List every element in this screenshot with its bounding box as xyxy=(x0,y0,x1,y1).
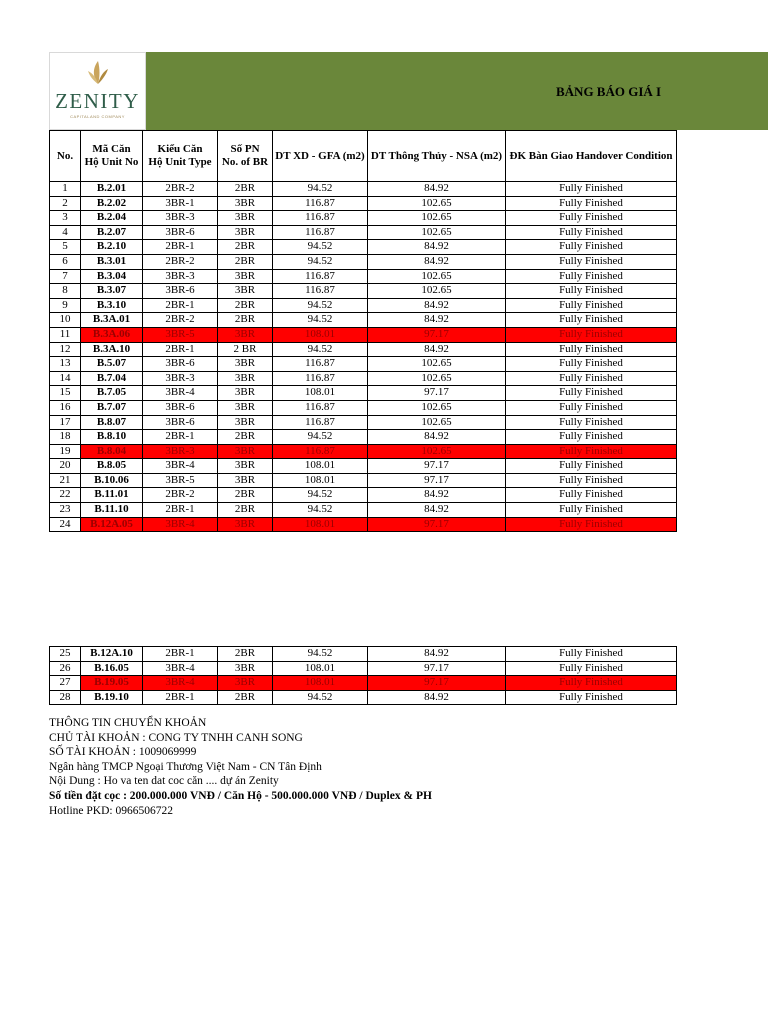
table-row xyxy=(50,240,677,255)
unit-type: 2BR-2 xyxy=(143,182,218,197)
bedroom-count: 3BR xyxy=(218,196,273,211)
unit-code: B.8.05 xyxy=(81,459,143,474)
nsa-area: 102.65 xyxy=(368,415,506,430)
handover-condition: Fully Finished xyxy=(506,647,677,662)
unit-type: 3BR-6 xyxy=(143,357,218,372)
gfa-area: 94.52 xyxy=(273,647,368,662)
unit-type: 3BR-4 xyxy=(143,676,218,691)
leaf-icon xyxy=(87,59,109,85)
row-no: 26 xyxy=(50,661,81,676)
unit-type: 3BR-4 xyxy=(143,459,218,474)
gfa-area: 116.87 xyxy=(273,357,368,372)
bedroom-count: 3BR xyxy=(218,517,273,532)
handover-condition: Fully Finished xyxy=(506,357,677,372)
table-row xyxy=(50,298,677,313)
handover-condition: Fully Finished xyxy=(506,182,677,197)
transfer-content: Nội Dung : Ho va ten dat coc căn .... dự án Zenity xyxy=(49,775,279,788)
nsa-area: 84.92 xyxy=(368,690,506,705)
bedroom-count: 2BR xyxy=(218,240,273,255)
handover-condition: Fully Finished xyxy=(506,284,677,299)
transfer-heading: THÔNG TIN CHUYỂN KHOẢN xyxy=(49,717,207,729)
gfa-area: 108.01 xyxy=(273,459,368,474)
col-type-header xyxy=(143,131,218,182)
nsa-area: 102.65 xyxy=(368,284,506,299)
handover-condition: Fully Finished xyxy=(506,254,677,269)
row-no: 11 xyxy=(50,327,81,342)
nsa-area: 97.17 xyxy=(368,386,506,401)
handover-condition: Fully Finished xyxy=(506,676,677,691)
nsa-area: 84.92 xyxy=(368,182,506,197)
table-row xyxy=(50,211,677,226)
unit-code: B.2.10 xyxy=(81,240,143,255)
row-no: 27 xyxy=(50,676,81,691)
deposit-amount: Số tiền đặt cọc : 200.000.000 VNĐ / Căn Hộ - 500.000.000 VNĐ / Duplex & PH xyxy=(49,789,432,802)
handover-condition: Fully Finished xyxy=(506,430,677,445)
unit-code: B.8.04 xyxy=(81,444,143,459)
handover-condition: Fully Finished xyxy=(506,386,677,401)
table-row xyxy=(50,444,677,459)
gfa-area: 94.52 xyxy=(273,240,368,255)
row-no: 2 xyxy=(50,196,81,211)
bedroom-count: 3BR xyxy=(218,225,273,240)
nsa-area: 97.17 xyxy=(368,459,506,474)
bedroom-count: 2 BR xyxy=(218,342,273,357)
nsa-area: 84.92 xyxy=(368,240,506,255)
nsa-area: 84.92 xyxy=(368,313,506,328)
nsa-area: 97.17 xyxy=(368,327,506,342)
gfa-area: 108.01 xyxy=(273,517,368,532)
unit-code: B.3.04 xyxy=(81,269,143,284)
handover-condition: Fully Finished xyxy=(506,415,677,430)
row-no: 14 xyxy=(50,371,81,386)
account-owner: CHỦ TÀI KHOẢN : CONG TY TNHH CANH SONG xyxy=(49,731,303,744)
gfa-area: 108.01 xyxy=(273,327,368,342)
bedroom-count: 3BR xyxy=(218,371,273,386)
handover-condition: Fully Finished xyxy=(506,400,677,415)
price-table-continued xyxy=(49,646,677,705)
unit-type: 3BR-3 xyxy=(143,211,218,226)
gfa-area: 116.87 xyxy=(273,284,368,299)
unit-type: 2BR-2 xyxy=(143,254,218,269)
unit-code: B.2.07 xyxy=(81,225,143,240)
table-row xyxy=(50,400,677,415)
unit-type: 3BR-3 xyxy=(143,269,218,284)
col-type-header-line1: Kiểu Căn xyxy=(157,143,203,155)
unit-type: 2BR-2 xyxy=(143,313,218,328)
table-row xyxy=(50,225,677,240)
gfa-area: 116.87 xyxy=(273,415,368,430)
row-no: 3 xyxy=(50,211,81,226)
table-row xyxy=(50,503,677,518)
unit-type: 3BR-1 xyxy=(143,196,218,211)
gfa-area: 116.87 xyxy=(273,400,368,415)
unit-code: B.3.07 xyxy=(81,284,143,299)
table-row xyxy=(50,676,677,691)
nsa-area: 84.92 xyxy=(368,298,506,313)
table-row xyxy=(50,327,677,342)
bedroom-count: 3BR xyxy=(218,327,273,342)
handover-condition: Fully Finished xyxy=(506,444,677,459)
nsa-area: 102.65 xyxy=(368,196,506,211)
row-no: 15 xyxy=(50,386,81,401)
transfer-info xyxy=(49,716,432,818)
bedroom-count: 2BR xyxy=(218,254,273,269)
bedroom-count: 3BR xyxy=(218,211,273,226)
gfa-area: 116.87 xyxy=(273,225,368,240)
gfa-area: 116.87 xyxy=(273,371,368,386)
row-no: 21 xyxy=(50,473,81,488)
unit-type: 3BR-6 xyxy=(143,415,218,430)
unit-type: 2BR-1 xyxy=(143,240,218,255)
unit-code: B.12A.05 xyxy=(81,517,143,532)
row-no: 22 xyxy=(50,488,81,503)
table-row xyxy=(50,342,677,357)
row-no: 1 xyxy=(50,182,81,197)
table-row xyxy=(50,473,677,488)
unit-type: 3BR-3 xyxy=(143,371,218,386)
row-no: 12 xyxy=(50,342,81,357)
col-unit-header-line2: Hộ Unit No xyxy=(84,156,139,168)
handover-condition: Fully Finished xyxy=(506,240,677,255)
table-row xyxy=(50,459,677,474)
row-no: 28 xyxy=(50,690,81,705)
unit-type: 3BR-6 xyxy=(143,225,218,240)
bedroom-count: 3BR xyxy=(218,676,273,691)
nsa-area: 102.65 xyxy=(368,371,506,386)
handover-condition: Fully Finished xyxy=(506,473,677,488)
bedroom-count: 3BR xyxy=(218,269,273,284)
table-row xyxy=(50,661,677,676)
table-row xyxy=(50,517,677,532)
sheet-title: BẢNG BÁO GIÁ I xyxy=(556,84,662,99)
zenity-logo xyxy=(49,52,146,130)
gfa-area: 116.87 xyxy=(273,196,368,211)
gfa-area: 116.87 xyxy=(273,211,368,226)
gfa-area: 116.87 xyxy=(273,269,368,284)
row-no: 10 xyxy=(50,313,81,328)
row-no: 7 xyxy=(50,269,81,284)
gfa-area: 108.01 xyxy=(273,661,368,676)
gfa-area: 108.01 xyxy=(273,386,368,401)
unit-type: 2BR-1 xyxy=(143,690,218,705)
nsa-area: 97.17 xyxy=(368,661,506,676)
row-no: 18 xyxy=(50,430,81,445)
handover-condition: Fully Finished xyxy=(506,371,677,386)
unit-code: B.12A.10 xyxy=(81,647,143,662)
unit-type: 2BR-1 xyxy=(143,430,218,445)
handover-condition: Fully Finished xyxy=(506,342,677,357)
unit-type: 2BR-2 xyxy=(143,488,218,503)
unit-code: B.2.01 xyxy=(81,182,143,197)
nsa-area: 102.65 xyxy=(368,444,506,459)
unit-code: B.2.04 xyxy=(81,211,143,226)
gfa-area: 94.52 xyxy=(273,313,368,328)
row-no: 17 xyxy=(50,415,81,430)
table-row xyxy=(50,196,677,211)
table-row xyxy=(50,313,677,328)
unit-type: 3BR-6 xyxy=(143,284,218,299)
hotline: Hotline PKD: 0966506722 xyxy=(49,804,173,817)
row-no: 19 xyxy=(50,444,81,459)
bedroom-count: 2BR xyxy=(218,430,273,445)
bedroom-count: 3BR xyxy=(218,284,273,299)
row-no: 23 xyxy=(50,503,81,518)
gfa-area: 108.01 xyxy=(273,473,368,488)
table-row xyxy=(50,386,677,401)
table-header xyxy=(50,131,677,182)
unit-type: 2BR-1 xyxy=(143,647,218,662)
unit-code: B.7.05 xyxy=(81,386,143,401)
unit-code: B.11.01 xyxy=(81,488,143,503)
handover-condition: Fully Finished xyxy=(506,298,677,313)
table-row xyxy=(50,357,677,372)
handover-condition: Fully Finished xyxy=(506,459,677,474)
unit-code: B.3A.01 xyxy=(81,313,143,328)
table-row xyxy=(50,371,677,386)
col-br-header-line2: No. of BR xyxy=(221,156,269,168)
col-cond-header: ĐK Bàn Giao Handover Condition xyxy=(506,131,677,182)
col-gfa-header: DT XD - GFA (m2) xyxy=(273,131,368,182)
unit-code: B.3.01 xyxy=(81,254,143,269)
col-no-header: No. xyxy=(50,131,81,182)
handover-condition: Fully Finished xyxy=(506,661,677,676)
unit-code: B.11.10 xyxy=(81,503,143,518)
unit-type: 3BR-5 xyxy=(143,473,218,488)
brand-name: ZENITY xyxy=(55,89,140,113)
handover-condition: Fully Finished xyxy=(506,269,677,284)
gfa-area: 94.52 xyxy=(273,298,368,313)
bedroom-count: 3BR xyxy=(218,459,273,474)
nsa-area: 97.17 xyxy=(368,517,506,532)
nsa-area: 102.65 xyxy=(368,400,506,415)
bedroom-count: 2BR xyxy=(218,690,273,705)
unit-type: 3BR-4 xyxy=(143,386,218,401)
col-unit-header xyxy=(81,131,143,182)
row-no: 13 xyxy=(50,357,81,372)
gfa-area: 94.52 xyxy=(273,182,368,197)
row-no: 9 xyxy=(50,298,81,313)
unit-type: 2BR-1 xyxy=(143,298,218,313)
gfa-area: 94.52 xyxy=(273,503,368,518)
unit-type: 2BR-1 xyxy=(143,503,218,518)
unit-code: B.3A.10 xyxy=(81,342,143,357)
unit-code: B.8.07 xyxy=(81,415,143,430)
unit-code: B.7.04 xyxy=(81,371,143,386)
row-no: 8 xyxy=(50,284,81,299)
unit-code: B.2.02 xyxy=(81,196,143,211)
bedroom-count: 3BR xyxy=(218,444,273,459)
gfa-area: 94.52 xyxy=(273,342,368,357)
nsa-area: 97.17 xyxy=(368,473,506,488)
col-br-header xyxy=(218,131,273,182)
table-row xyxy=(50,415,677,430)
unit-type: 3BR-3 xyxy=(143,444,218,459)
table-body xyxy=(50,182,677,532)
account-number: SỐ TÀI KHOẢN : 1009069999 xyxy=(49,746,197,759)
bedroom-count: 2BR xyxy=(218,313,273,328)
bank-name: Ngân hàng TMCP Ngoại Thương Việt Nam - CN Tân Định xyxy=(49,760,322,773)
bedroom-count: 2BR xyxy=(218,298,273,313)
price-table xyxy=(49,130,677,532)
gfa-area: 94.52 xyxy=(273,430,368,445)
nsa-area: 84.92 xyxy=(368,503,506,518)
unit-code: B.19.10 xyxy=(81,690,143,705)
unit-type: 3BR-6 xyxy=(143,400,218,415)
row-no: 16 xyxy=(50,400,81,415)
table-row xyxy=(50,284,677,299)
bedroom-count: 3BR xyxy=(218,386,273,401)
unit-code: B.5.07 xyxy=(81,357,143,372)
handover-condition: Fully Finished xyxy=(506,690,677,705)
row-no: 6 xyxy=(50,254,81,269)
gfa-area: 94.52 xyxy=(273,254,368,269)
nsa-area: 84.92 xyxy=(368,430,506,445)
unit-code: B.7.07 xyxy=(81,400,143,415)
nsa-area: 84.92 xyxy=(368,342,506,357)
nsa-area: 102.65 xyxy=(368,225,506,240)
nsa-area: 97.17 xyxy=(368,676,506,691)
nsa-area: 84.92 xyxy=(368,488,506,503)
nsa-area: 84.92 xyxy=(368,647,506,662)
unit-code: B.19.05 xyxy=(81,676,143,691)
handover-condition: Fully Finished xyxy=(506,488,677,503)
unit-code: B.16.05 xyxy=(81,661,143,676)
table-row xyxy=(50,269,677,284)
col-nsa-header: DT Thông Thủy - NSA (m2) xyxy=(368,131,506,182)
handover-condition: Fully Finished xyxy=(506,517,677,532)
table-row xyxy=(50,254,677,269)
bedroom-count: 3BR xyxy=(218,400,273,415)
row-no: 24 xyxy=(50,517,81,532)
gfa-area: 116.87 xyxy=(273,444,368,459)
bedroom-count: 2BR xyxy=(218,647,273,662)
unit-type: 2BR-1 xyxy=(143,342,218,357)
bedroom-count: 3BR xyxy=(218,415,273,430)
nsa-area: 84.92 xyxy=(368,254,506,269)
col-unit-header-line1: Mã Căn xyxy=(92,143,131,155)
nsa-area: 102.65 xyxy=(368,269,506,284)
handover-condition: Fully Finished xyxy=(506,225,677,240)
table-row xyxy=(50,488,677,503)
handover-condition: Fully Finished xyxy=(506,503,677,518)
row-no: 5 xyxy=(50,240,81,255)
col-br-header-line1: Số PN xyxy=(230,143,260,155)
handover-condition: Fully Finished xyxy=(506,313,677,328)
table-row xyxy=(50,182,677,197)
unit-code: B.3.10 xyxy=(81,298,143,313)
handover-condition: Fully Finished xyxy=(506,211,677,226)
brand-tagline: CAPITALAND COMPANY xyxy=(70,114,125,119)
col-type-header-line2: Hộ Unit Type xyxy=(148,156,212,168)
nsa-area: 102.65 xyxy=(368,211,506,226)
bedroom-count: 2BR xyxy=(218,503,273,518)
row-no: 20 xyxy=(50,459,81,474)
handover-condition: Fully Finished xyxy=(506,196,677,211)
unit-code: B.10.06 xyxy=(81,473,143,488)
table-row xyxy=(50,647,677,662)
bedroom-count: 2BR xyxy=(218,488,273,503)
gfa-area: 94.52 xyxy=(273,690,368,705)
unit-type: 3BR-5 xyxy=(143,327,218,342)
gfa-area: 94.52 xyxy=(273,488,368,503)
table-row xyxy=(50,690,677,705)
table-row xyxy=(50,430,677,445)
unit-type: 3BR-4 xyxy=(143,661,218,676)
title-area xyxy=(146,52,682,130)
unit-code: B.8.10 xyxy=(81,430,143,445)
row-no: 25 xyxy=(50,647,81,662)
handover-condition: Fully Finished xyxy=(506,327,677,342)
nsa-area: 102.65 xyxy=(368,357,506,372)
bedroom-count: 3BR xyxy=(218,473,273,488)
bedroom-count: 2BR xyxy=(218,182,273,197)
unit-type: 3BR-4 xyxy=(143,517,218,532)
row-no: 4 xyxy=(50,225,81,240)
bedroom-count: 3BR xyxy=(218,661,273,676)
table-body-continued xyxy=(50,647,677,705)
gfa-area: 108.01 xyxy=(273,676,368,691)
unit-code: B.3A.06 xyxy=(81,327,143,342)
bedroom-count: 3BR xyxy=(218,357,273,372)
